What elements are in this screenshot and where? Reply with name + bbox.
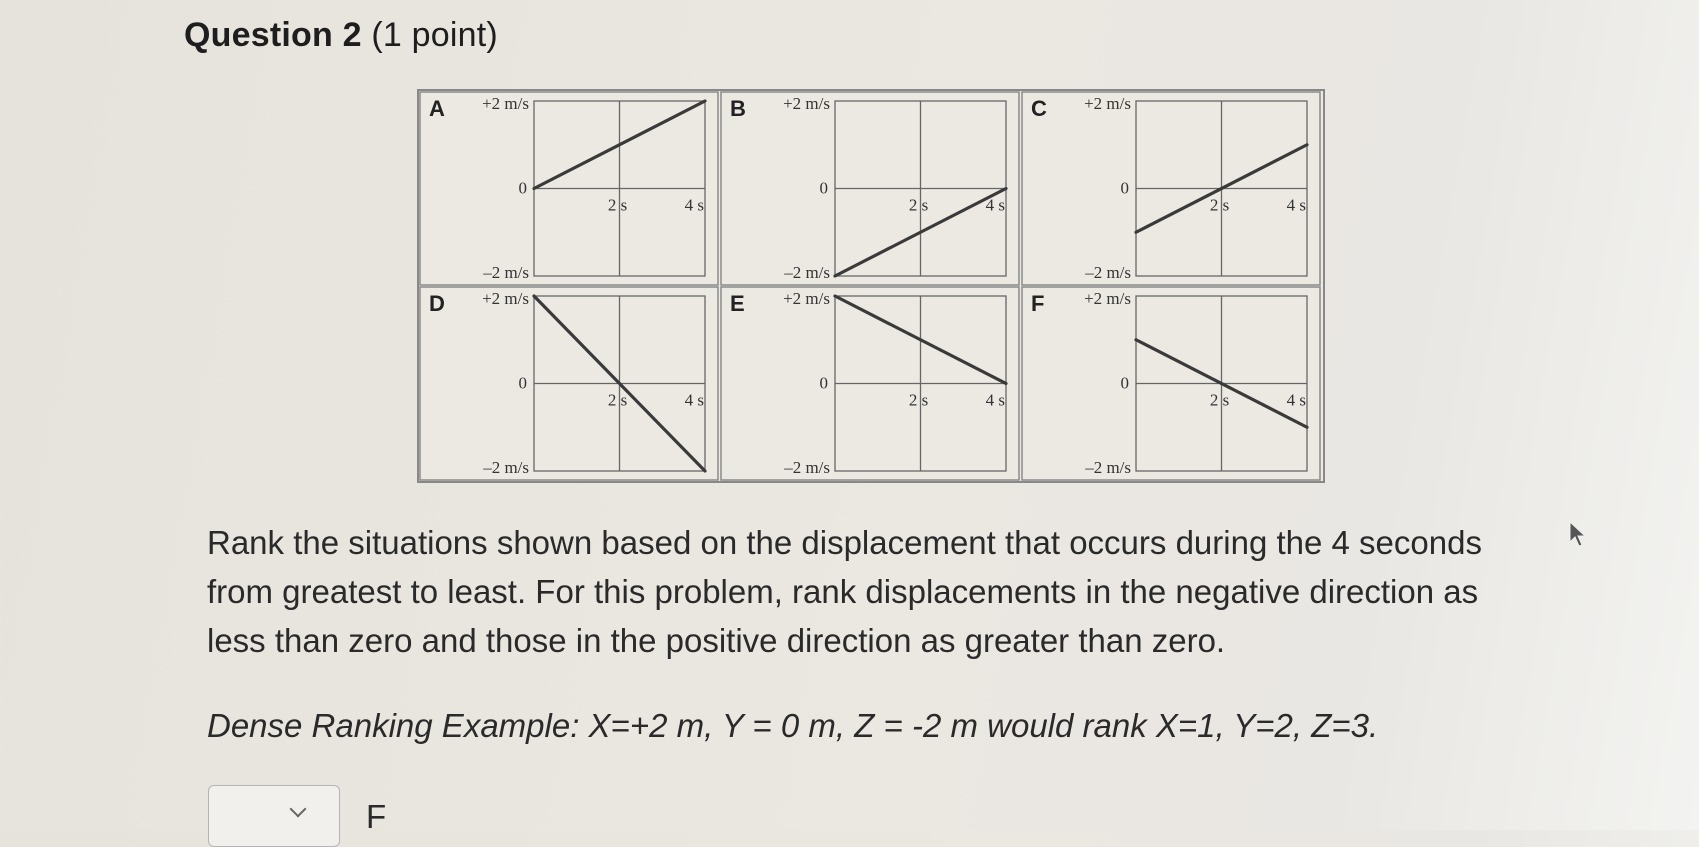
panel-letter-f: F	[1031, 291, 1045, 316]
y-tick-bottom: –2 m/s	[483, 263, 529, 282]
y-tick-zero: 0	[518, 178, 527, 198]
velocity-graphs-figure	[417, 89, 1325, 483]
chevron-down-icon	[290, 801, 307, 818]
question-points: (1 point)	[371, 16, 498, 54]
panel-letter-d: D	[429, 291, 445, 316]
y-tick-top: +2 m/s	[482, 94, 529, 113]
graph-panel-f	[1022, 287, 1320, 480]
panel-letter-e: E	[730, 291, 745, 316]
y-tick-zero: 0	[1120, 178, 1129, 198]
graph-panel-e	[721, 287, 1019, 480]
dense-ranking-example: Dense Ranking Example: X=+2 m, Y = 0 m, Z = -2 m would rank X=1, Y=2, Z=3.	[207, 707, 1379, 744]
y-tick-zero: 0	[1120, 373, 1129, 393]
x-tick-2s: 2 s	[908, 390, 929, 410]
y-tick-bottom: –2 m/s	[784, 263, 830, 282]
x-tick-4s: 4 s	[985, 390, 1005, 410]
panel-letter-c: C	[1031, 96, 1047, 121]
y-tick-top: +2 m/s	[1084, 94, 1131, 113]
x-tick-4s: 4 s	[985, 195, 1005, 215]
question-number: Question 2	[184, 16, 362, 54]
y-tick-top: +2 m/s	[482, 289, 529, 308]
y-tick-zero: 0	[819, 373, 828, 393]
graphs-svg	[419, 91, 1323, 481]
panel-letter-a: A	[429, 96, 445, 121]
graph-panel-d	[420, 287, 718, 480]
x-tick-2s: 2 s	[1209, 390, 1230, 410]
x-tick-4s: 4 s	[1286, 390, 1306, 410]
y-tick-bottom: –2 m/s	[1085, 458, 1131, 477]
y-tick-zero: 0	[819, 178, 828, 198]
x-tick-2s: 2 s	[1209, 195, 1230, 215]
y-tick-bottom: –2 m/s	[784, 458, 830, 477]
y-tick-zero: 0	[518, 373, 527, 393]
graph-panel-c	[1022, 92, 1320, 285]
x-tick-4s: 4 s	[684, 195, 704, 215]
ranking-instructions: Rank the situations shown based on the displacement that occurs during the 4 seconds from greatest to least. For this problem, rank displacements in the negative direction as less than zero and those in the positive direction as greater than zero.	[207, 524, 1482, 659]
graph-panel-b	[721, 92, 1019, 285]
x-tick-2s: 2 s	[908, 195, 929, 215]
y-tick-top: +2 m/s	[783, 289, 830, 308]
mouse-pointer-icon	[1568, 520, 1588, 548]
question-title	[184, 16, 498, 55]
rank-dropdown-f[interactable]	[208, 785, 340, 847]
option-label-f: F	[366, 798, 387, 835]
y-tick-top: +2 m/s	[783, 94, 830, 113]
x-tick-2s: 2 s	[607, 195, 628, 215]
panel-letter-b: B	[730, 96, 746, 121]
y-tick-bottom: –2 m/s	[1085, 263, 1131, 282]
graph-panel-a	[420, 92, 718, 285]
y-tick-bottom: –2 m/s	[483, 458, 529, 477]
x-tick-2s: 2 s	[607, 390, 628, 410]
x-tick-4s: 4 s	[684, 390, 704, 410]
y-tick-top: +2 m/s	[1084, 289, 1131, 308]
x-tick-4s: 4 s	[1286, 195, 1306, 215]
